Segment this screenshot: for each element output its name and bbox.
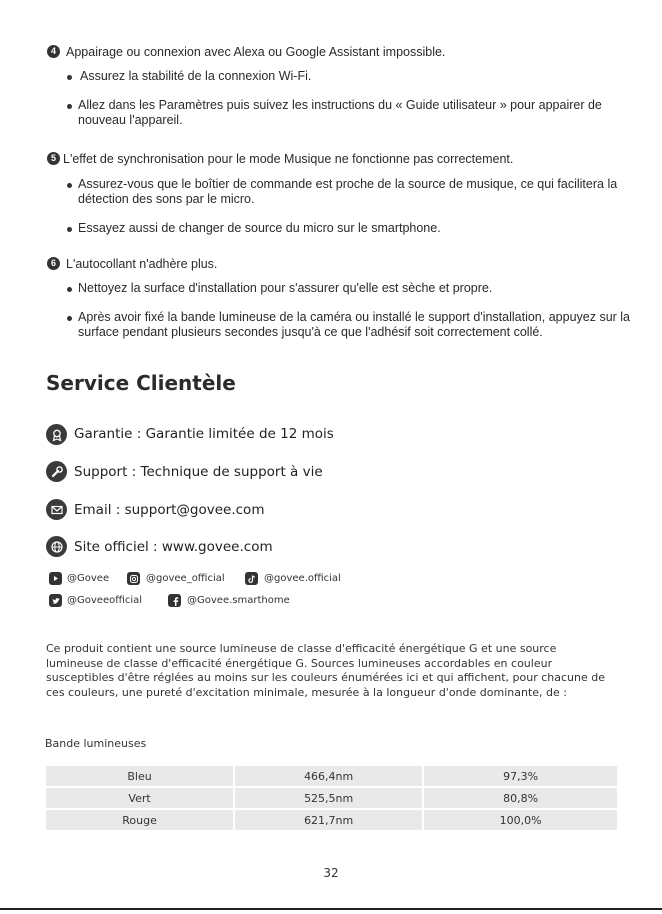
spec-table [44, 764, 619, 832]
answer-4-2: Allez dans les Paramètres puis suivez les instructions du « Guide utilisateur » pour appairer de nouveau l'appareil. [78, 98, 602, 127]
table-row [46, 810, 617, 830]
answer-5-2: Essayez aussi de changer de source du micro sur le smartphone. [78, 221, 441, 235]
table-cell: 621,7nm [235, 810, 422, 830]
youtube-handle[interactable]: @Govee [67, 573, 110, 584]
twitter-handle[interactable]: @Goveeofficial [67, 595, 143, 606]
table-row [46, 766, 617, 786]
bullet-dot [67, 104, 72, 109]
bullet-dot [67, 183, 72, 188]
facebook-icon[interactable] [168, 594, 181, 607]
email-icon [46, 499, 67, 520]
number-badge-4: 4 [47, 45, 60, 58]
support-text: Support : Technique de support à vie [74, 464, 323, 480]
answer-5-1: Assurez-vous que le boîtier de commande est proche de la source de musique, ce qui facilitera la détection des sons par le micro. [78, 177, 618, 206]
bullet-dot [67, 75, 72, 80]
table-cell: Bleu [46, 766, 233, 786]
table-subtitle: Bande lumineuses [45, 737, 147, 750]
wrench-icon [46, 461, 67, 482]
table-cell: 466,4nm [235, 766, 422, 786]
answer-4-1: Assurez la stabilité de la connexion Wi-Fi. [80, 69, 312, 83]
facebook-handle[interactable]: @Govee.smarthome [187, 595, 290, 606]
twitter-icon[interactable] [49, 594, 62, 607]
table-cell: 525,5nm [235, 788, 422, 808]
question-4: Appairage ou connexion avec Alexa ou Google Assistant impossible. [66, 45, 446, 59]
instagram-icon[interactable] [127, 572, 140, 585]
bottom-divider [0, 908, 662, 910]
page-number: 32 [323, 866, 339, 880]
table-cell: 97,3% [424, 766, 617, 786]
globe-icon [46, 536, 67, 557]
question-5: L'effet de synchronisation pour le mode Musique ne fonctionne pas correctement. [63, 152, 514, 166]
email-text[interactable]: Email : support@govee.com [74, 502, 265, 518]
tiktok-handle[interactable]: @govee.official [264, 573, 341, 584]
tiktok-icon[interactable] [245, 572, 258, 585]
table-row [46, 788, 617, 808]
bullet-dot [67, 227, 72, 232]
website-text[interactable]: Site officiel : www.govee.com [74, 539, 273, 555]
warranty-text: Garantie : Garantie limitée de 12 mois [74, 426, 334, 442]
answer-6-1: Nettoyez la surface d'installation pour s'assurer qu'elle est sèche et propre. [78, 281, 493, 295]
question-6: L'autocollant n'adhère plus. [66, 257, 218, 271]
table-cell: 80,8% [424, 788, 617, 808]
warranty-icon [46, 424, 67, 445]
youtube-icon[interactable] [49, 572, 62, 585]
bullet-dot [67, 316, 72, 321]
table-cell: Vert [46, 788, 233, 808]
service-title: Service Clientèle [46, 371, 236, 395]
instagram-handle[interactable]: @govee_official [146, 573, 225, 584]
number-badge-6: 6 [47, 257, 60, 270]
table-cell: 100,0% [424, 810, 617, 830]
answer-6-2: Après avoir fixé la bande lumineuse de la caméra ou installé le support d'installation, appuyez sur la surface pendant plusieurs secondes jusqu'à ce que l'adhésif soit correctement collé. [78, 310, 631, 339]
table-cell: Rouge [46, 810, 233, 830]
bullet-dot [67, 287, 72, 292]
number-badge-5: 5 [47, 152, 60, 165]
energy-paragraph: Ce produit contient une source lumineuse de classe d'efficacité énergétique G et une source lumineuse de classe d'efficacité énergétique G. Sources lumineuses accordables en couleur susceptibles d'être réglées au moins sur les couleurs énumérées ici et qui affichent, pour chacune de ces couleurs, une pureté d'excitation minimale, mesurée à la longueur d'onde dominante, de : [46, 642, 605, 699]
